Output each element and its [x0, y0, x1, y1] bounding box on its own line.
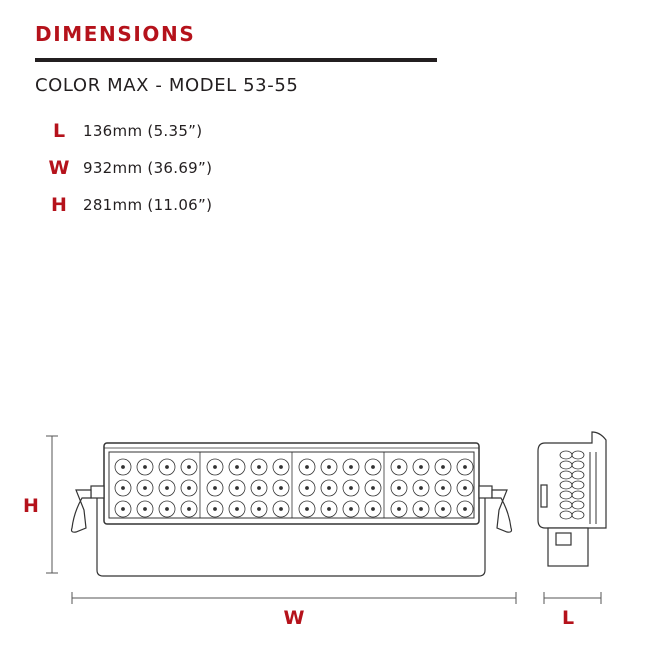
led-center-dot	[280, 487, 283, 490]
led-center-dot	[328, 466, 331, 469]
model-name: COLOR MAX - MODEL 53-55	[35, 75, 299, 96]
led-center-dot	[188, 466, 191, 469]
heatsink-fin	[572, 461, 584, 469]
led-center-dot	[144, 466, 147, 469]
led-center-dot	[280, 508, 283, 511]
led-center-dot	[398, 508, 401, 511]
led-center-dot	[306, 466, 309, 469]
led-center-dot	[350, 466, 353, 469]
heatsink-fin	[572, 491, 584, 499]
led-center-dot	[328, 508, 331, 511]
led-center-dot	[188, 487, 191, 490]
led-center-dot	[280, 466, 283, 469]
heatsink-fin	[560, 511, 572, 519]
led-center-dot	[214, 508, 217, 511]
led-center-dot	[306, 508, 309, 511]
page-title: DIMENSIONS	[35, 22, 196, 46]
dimension-height-letter: H	[51, 194, 67, 216]
led-center-dot	[166, 487, 169, 490]
fixture-front-view	[72, 443, 512, 576]
led-center-dot	[166, 466, 169, 469]
led-center-dot	[464, 487, 467, 490]
led-center-dot	[236, 508, 239, 511]
heatsink-fin	[572, 511, 584, 519]
heatsink-fin	[560, 491, 572, 499]
dimension-height-value: 281mm (11.06”)	[83, 196, 213, 214]
led-center-dot	[328, 487, 331, 490]
width-label: W	[283, 607, 305, 629]
led-center-dot	[464, 508, 467, 511]
led-center-dot	[122, 487, 125, 490]
led-center-dot	[144, 508, 147, 511]
led-center-dot	[420, 487, 423, 490]
heatsink-fin	[560, 451, 572, 459]
led-center-dot	[214, 487, 217, 490]
led-center-dot	[122, 508, 125, 511]
led-center-dot	[188, 508, 191, 511]
heatsink-fin	[560, 471, 572, 479]
led-center-dot	[398, 466, 401, 469]
heatsink-fin	[560, 481, 572, 489]
width-dimension-line	[72, 592, 516, 604]
led-center-dot	[420, 508, 423, 511]
led-center-dot	[258, 466, 261, 469]
led-center-dot	[372, 508, 375, 511]
heatsink-fin	[572, 481, 584, 489]
led-center-dot	[122, 466, 125, 469]
led-center-dot	[464, 466, 467, 469]
led-center-dot	[350, 487, 353, 490]
led-center-dot	[442, 487, 445, 490]
led-center-dot	[258, 487, 261, 490]
length-label: L	[561, 607, 575, 629]
led-center-dot	[372, 487, 375, 490]
dimension-length-value: 136mm (5.35”)	[83, 122, 203, 140]
led-center-dot	[372, 466, 375, 469]
heatsink-fin	[560, 501, 572, 509]
led-center-dot	[144, 487, 147, 490]
led-center-dot	[350, 508, 353, 511]
dimension-width-value: 932mm (36.69”)	[83, 159, 213, 177]
led-center-dot	[236, 466, 239, 469]
led-center-dot	[398, 487, 401, 490]
fixture-side-view	[538, 432, 606, 566]
led-center-dot	[442, 508, 445, 511]
led-center-dot	[306, 487, 309, 490]
led-center-dot	[236, 487, 239, 490]
led-center-dot	[214, 466, 217, 469]
heatsink-fin	[572, 451, 584, 459]
dimension-width-letter: W	[48, 157, 70, 179]
led-center-dot	[420, 466, 423, 469]
led-center-dot	[166, 508, 169, 511]
length-dimension-line	[544, 592, 601, 604]
led-center-dot	[442, 466, 445, 469]
dimension-length-letter: L	[52, 120, 66, 142]
height-label: H	[23, 495, 39, 517]
led-center-dot	[258, 508, 261, 511]
height-dimension-line	[46, 436, 58, 573]
heatsink-fin	[560, 461, 572, 469]
heatsink-fin	[572, 501, 584, 509]
heatsink-fin	[572, 471, 584, 479]
